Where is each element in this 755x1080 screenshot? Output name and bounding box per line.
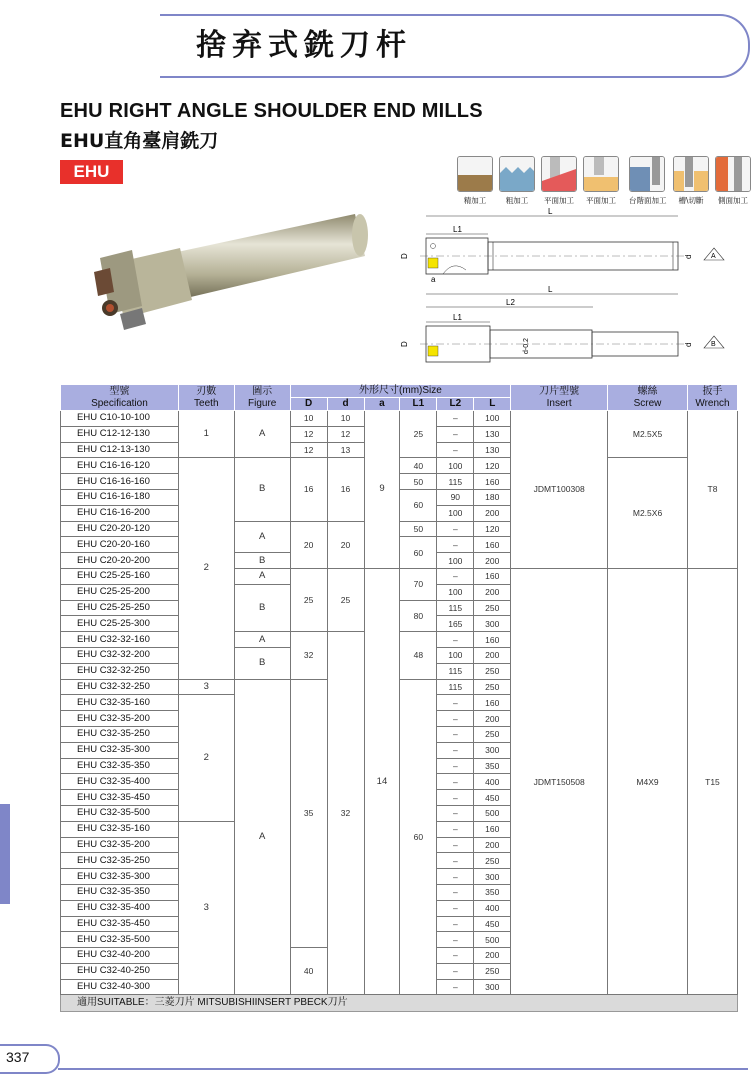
product-title-en: EHU RIGHT ANGLE SHOULDER END MILLS <box>60 100 483 122</box>
table-row: EHU C32-40-200 40 – 200 <box>61 948 738 964</box>
op-slotting <box>673 156 709 206</box>
header-D: D <box>290 398 327 411</box>
table-row: EHU C32-35-200 – 200 <box>61 711 738 727</box>
table-row: EHU C32-35-160 2 – 160 <box>61 695 738 711</box>
header-L1: L1 <box>400 398 437 411</box>
table-row: EHU C25-25-250 80 115 250 <box>61 600 738 616</box>
slotting-icon <box>673 156 709 192</box>
side-milling-icon <box>715 156 751 192</box>
table-row: EHU C32-35-500 – 500 <box>61 805 738 821</box>
table-row: EHU C12-12-130 12 12 – 130 <box>61 426 738 442</box>
dim-D: D <box>400 253 409 259</box>
side-tab <box>0 804 10 904</box>
table-row: EHU C32-35-160 3 – 160 <box>61 821 738 837</box>
table-row: EHU C32-35-350 – 350 <box>61 884 738 900</box>
table-row: EHU C32-32-250 3 A 35 60 115 250 <box>61 679 738 695</box>
table-row: EHU C32-32-160 A 32 32 48 – 160 <box>61 632 738 648</box>
header-insert: 刀片型號 Insert <box>511 385 608 411</box>
table-row: EHU C20-20-120 A 20 20 50 – 120 <box>61 521 738 537</box>
face-milling-icon <box>583 156 619 192</box>
op-roughing <box>499 156 535 206</box>
dim-d-tol: d-0.2 <box>523 338 530 354</box>
table-row: EHU C32-35-200 – 200 <box>61 837 738 853</box>
roughing-icon <box>499 156 535 192</box>
table-row: EHU C32-35-250 – 250 <box>61 853 738 869</box>
product-title-cn: EHU直角臺肩銑刀 <box>60 130 219 152</box>
product-badge: EHU <box>60 160 123 184</box>
table-row: EHU C32-35-400 – 400 <box>61 774 738 790</box>
table-row: EHU C32-40-250 – 250 <box>61 963 738 979</box>
page-title: 捨弃式銑刀杆 <box>196 28 412 63</box>
table-row: EHU C20-20-200 B 100 200 <box>61 553 738 569</box>
table-row: EHU C32-35-500 – 500 <box>61 932 738 948</box>
op-shoulder <box>629 156 665 206</box>
table-row: EHU C12-13-130 12 13 – 130 <box>61 442 738 458</box>
dim-d-b: d <box>684 342 693 347</box>
op-label: 台階面加工 <box>629 196 667 205</box>
shoulder-milling-icon <box>629 156 665 192</box>
finishing-icon <box>457 156 493 192</box>
table-row: EHU C32-40-300 – 300 <box>61 979 738 995</box>
header-d: d <box>327 398 364 411</box>
op-label: 槽\切斷 <box>678 196 704 205</box>
dim-L2: L2 <box>506 298 515 307</box>
suitable-note: 適用SUITABLE：三菱刀片 MITSUBISHIINSERT PBECK刀片 <box>61 995 738 1012</box>
header-size: 外形尺寸(mm)Size <box>290 385 511 398</box>
header-spec: 型號 Specification <box>61 385 179 411</box>
table-row: EHU C32-35-450 – 450 <box>61 790 738 806</box>
header-a: a <box>364 398 400 411</box>
header-wrench: 扳手 Wrench <box>687 385 737 411</box>
dim-a: a <box>431 275 436 284</box>
figure-b-label: B <box>711 341 716 348</box>
op-face-1 <box>541 156 577 206</box>
operation-icons <box>453 156 753 208</box>
dimension-drawing <box>398 204 748 364</box>
spec-table <box>60 384 738 1012</box>
page-number: 337 <box>6 1049 30 1065</box>
table-row: EHU C16-16-160 50 115 160 <box>61 474 738 490</box>
header-L: L <box>474 398 511 411</box>
face-milling-icon <box>541 156 577 192</box>
table-row: EHU C32-35-300 – 300 <box>61 742 738 758</box>
end-mill-photo <box>80 196 380 336</box>
table-row: EHU C25-25-300 165 300 <box>61 616 738 632</box>
op-label: 平面加工 <box>544 196 574 205</box>
table-row: EHU C16-16-120 2 B 16 16 40 100 120 M2.5X6 <box>61 458 738 474</box>
table-row: EHU C32-35-300 – 300 <box>61 869 738 885</box>
table-footer-row <box>61 995 738 1012</box>
op-label: 平面加工 <box>586 196 616 205</box>
header-figure: 圖示 Figure <box>234 385 290 411</box>
dim-L-b: L <box>548 285 553 294</box>
table-row: EHU C16-16-200 100 200 <box>61 505 738 521</box>
dim-D-b: D <box>400 341 409 347</box>
op-face-2 <box>583 156 619 206</box>
dim-d: d <box>684 254 693 259</box>
table-row: EHU C32-32-200 B 100 200 <box>61 647 738 663</box>
table-row: EHU C32-35-450 – 450 <box>61 916 738 932</box>
table-row: EHU C25-25-200 B 100 200 <box>61 584 738 600</box>
table-row: EHU C16-16-180 60 90 180 <box>61 489 738 505</box>
header-teeth: 刃數 Teeth <box>178 385 234 411</box>
dim-L1: L1 <box>453 225 462 234</box>
bottom-divider <box>58 1068 748 1070</box>
header-L2: L2 <box>437 398 474 411</box>
table-row: EHU C32-35-400 – 400 <box>61 900 738 916</box>
table-row: EHU C32-35-350 – 350 <box>61 758 738 774</box>
table-row: EHU C20-20-160 60 – 160 <box>61 537 738 553</box>
figure-a-label: A <box>711 253 716 260</box>
table-row: EHU C10-10-100 1 A 10 10 9 25 – 100 JDMT100308 M2.5X5 T8 <box>61 411 738 427</box>
dim-L: L <box>548 207 553 216</box>
header-screw: 螺絲 Screw <box>608 385 688 411</box>
op-label: 側面加工 <box>718 196 748 205</box>
op-label: 精加工 <box>463 196 487 205</box>
op-finishing <box>457 156 493 206</box>
dim-L1-b: L1 <box>453 313 462 322</box>
op-label: 粗加工 <box>505 196 529 205</box>
table-row: EHU C32-35-250 – 250 <box>61 726 738 742</box>
table-row: EHU C32-32-250 115 250 <box>61 663 738 679</box>
op-side <box>715 156 751 206</box>
table-row: EHU C25-25-160 A 25 25 14 70 – 160 JDMT150508 M4X9 T15 <box>61 568 738 584</box>
